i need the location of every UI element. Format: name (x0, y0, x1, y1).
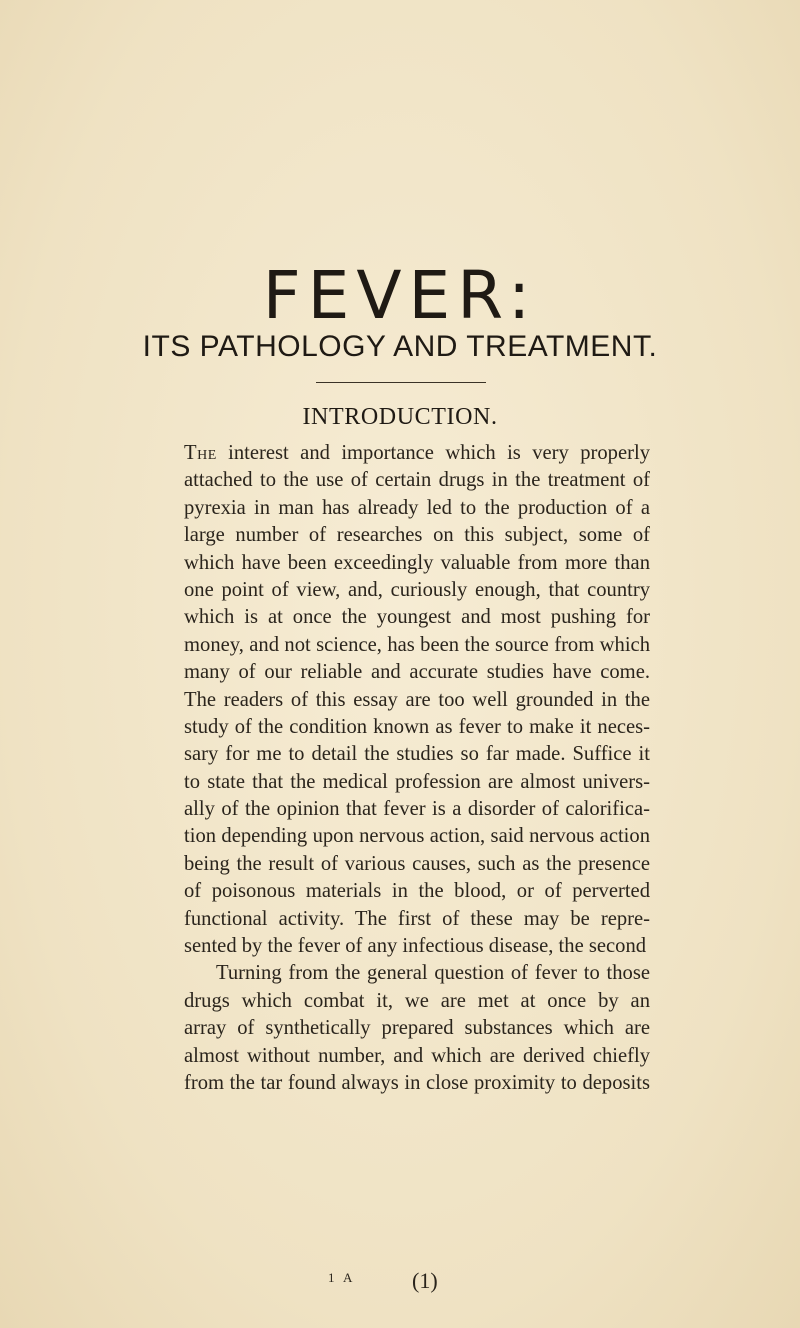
paragraph-1-line: one point of view, and, curiously enough, that country (184, 578, 650, 601)
paragraph-1-line: pyrexia in man has already led to the production of a (184, 496, 650, 519)
paragraph-1-line: which have been exceedingly valuable from more than (184, 551, 650, 574)
signature-mark: 1 A (328, 1270, 356, 1285)
lead-word: The (184, 442, 217, 464)
paragraph-2-line: drugs which combat it, we are met at once by an (184, 989, 650, 1012)
paragraph-2-line: Turning from the general question of fever to those (216, 962, 650, 985)
paragraph-1-line: sented by the fever of any infectious disease, the second (184, 935, 647, 958)
paragraph-1-line: many of our reliable and accurate studies have come. (184, 661, 650, 684)
paragraph-1-line: large number of researches on this subject, some of (184, 524, 650, 547)
paragraph-2-line: from the tar found always in close proximity to deposits (184, 1071, 650, 1094)
body-text (184, 440, 650, 1097)
page-title: FEVER: (262, 257, 538, 334)
page-number: (1) (412, 1268, 438, 1293)
paragraph-1-line (184, 440, 650, 467)
paragraph-1-line: which is at once the youngest and most pushing for (184, 606, 650, 629)
paragraph-1-line: to state that the medical profession are almost univers- (184, 770, 650, 793)
page-subtitle: ITS PATHOLOGY AND TREATMENT. (142, 330, 658, 363)
title-divider (316, 382, 486, 383)
paragraph-1-line: The readers of this essay are too well grounded in the (184, 688, 650, 711)
paragraph-2-line: almost without number, and which are derived chiefly (184, 1044, 650, 1067)
paragraph-1-line: money, and not science, has been the source from which (184, 633, 650, 656)
paragraph-1-line: study of the condition known as fever to make it neces- (184, 715, 650, 738)
paragraph-1-line: of poisonous materials in the blood, or of perverted (184, 880, 650, 903)
paragraph-1-line: tion depending upon nervous action, said nervous action (184, 825, 650, 848)
paragraph-2-line: array of synthetically prepared substances which are (184, 1017, 650, 1040)
paragraph-1-line: ally of the opinion that fever is a disorder of calorifica- (184, 798, 650, 821)
first-line-text: interest and importance which is very properly (216, 442, 650, 464)
paragraph-1-line: functional activity. The first of these may be repre- (184, 907, 650, 930)
paragraph-1-line: attached to the use of certain drugs in the treatment of (184, 469, 650, 492)
section-heading: INTRODUCTION. (302, 404, 498, 430)
paragraph-1-line: sary for me to detail the studies so far made. Suffice it (184, 743, 650, 766)
paragraph-1-line: being the result of various causes, such as the presence (184, 852, 650, 875)
